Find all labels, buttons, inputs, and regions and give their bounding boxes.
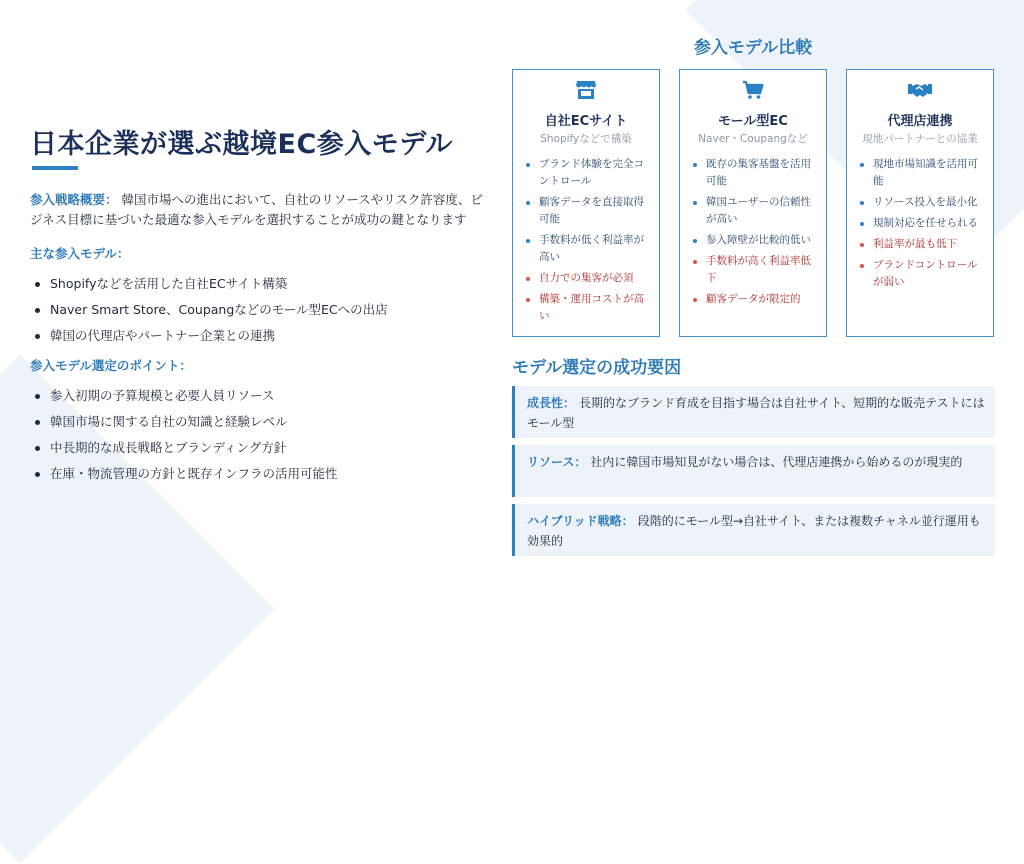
list-item: 在庫・物流管理の方針と既存インフラの活用可能性	[30, 464, 485, 484]
factor-label: ハイブリッド戦略：	[527, 514, 634, 528]
factor-label: リソース：	[527, 455, 587, 469]
card-subtitle: 現地パートナーとの協業	[862, 133, 978, 145]
pro-item: 顧客データを直接取得可能	[521, 194, 651, 228]
con-item: 利益率が最も低下	[855, 236, 985, 253]
store-icon	[521, 80, 651, 106]
pro-item: 既存の集客基盤を活用可能	[688, 156, 818, 190]
strategy-summary	[30, 190, 485, 230]
list-item: Shopifyなどを活用した自社ECサイト構築	[30, 274, 485, 294]
list-item: 韓国市場に関する自社の知識と経験レベル	[30, 412, 485, 432]
list-item: 中長期的な成長戦略とブランディング方針	[30, 438, 485, 458]
factor-label: 成長性：	[527, 396, 576, 410]
title-underline	[32, 166, 78, 170]
main-models-list	[30, 274, 485, 346]
pro-item: 現地市場知識を活用可能	[855, 156, 985, 190]
con-item: 構築・運用コストが高い	[521, 291, 651, 325]
con-item: 自力での集客が必須	[521, 270, 651, 287]
left-panel	[30, 190, 485, 494]
card-own-ec	[512, 69, 660, 337]
card-subtitle: Shopifyなどで構築	[540, 133, 632, 145]
list-item: 韓国の代理店やパートナー企業との連携	[30, 326, 485, 346]
handshake-icon	[855, 80, 985, 106]
pro-item: 規制対応を任せられる	[855, 215, 985, 232]
cart-icon	[688, 80, 818, 106]
factor-text: 段階的にモール型→自社サイト、または複数チャネル並行運用も効果的	[527, 514, 981, 548]
points-list	[30, 386, 485, 484]
con-item: ブランドコントロールが弱い	[855, 257, 985, 291]
comparison-title: 参入モデル比較	[693, 38, 813, 58]
main-models-heading: 主な参入モデル：	[30, 246, 130, 261]
strategy-text: 韓国市場への進出において、自社のリソースやリスク許容度、ビジネス目標に基づいた最適な参入モデルを選択することが成功の鍵となります	[30, 192, 483, 227]
con-item: 顧客データが限定的	[688, 291, 818, 308]
pro-item: 手数料が低く利益率が高い	[521, 232, 651, 266]
factor-text: 長期的なブランド育成を目指す場合は自社サイト、短期的な販売テストにはモール型	[527, 396, 985, 430]
card-mall-ec	[679, 69, 827, 337]
factor-item-hybrid	[512, 504, 995, 556]
card-title: 自社ECサイト	[544, 114, 628, 129]
list-item: Naver Smart Store、Coupangなどのモール型ECへの出店	[30, 300, 485, 320]
card-points	[521, 156, 651, 325]
factor-item-growth	[512, 386, 995, 438]
pro-item: ブランド体験を完全コントロール	[521, 156, 651, 190]
points-heading: 参入モデル選定のポイント：	[30, 358, 192, 373]
factor-item-resource	[512, 445, 995, 497]
factor-text: 社内に韓国市場知見がない場合は、代理店連携から始めるのが現実的	[590, 455, 963, 469]
card-points	[855, 156, 985, 291]
page-title: 日本企業が選ぶ越境EC参入モデル	[30, 129, 453, 160]
card-subtitle: Naver・Coupangなど	[698, 133, 808, 145]
success-factors-title: モデル選定の成功要因	[512, 358, 682, 378]
pro-item: 参入障壁が比較的低い	[688, 232, 818, 249]
card-title: モール型EC	[718, 114, 788, 129]
pro-item: 韓国ユーザーの信頼性が高い	[688, 194, 818, 228]
card-title: 代理店連携	[887, 114, 953, 129]
card-points	[688, 156, 818, 308]
card-agency	[846, 69, 994, 337]
pro-item: リソース投入を最小化	[855, 194, 985, 211]
list-item: 参入初期の予算規模と必要人員リソース	[30, 386, 485, 406]
con-item: 手数料が高く利益率低下	[688, 253, 818, 287]
strategy-label: 参入戦略概要：	[30, 192, 118, 207]
